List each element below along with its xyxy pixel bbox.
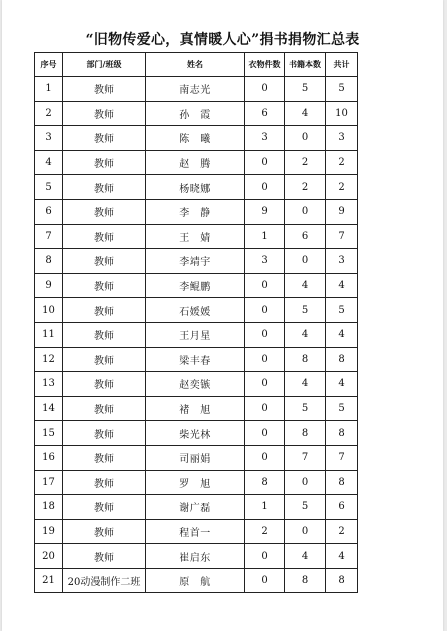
cell-books: 8 bbox=[285, 347, 326, 372]
header-clothes: 衣物件数 bbox=[245, 53, 285, 77]
cell-dept: 教师 bbox=[63, 544, 146, 569]
cell-total: 9 bbox=[326, 199, 358, 224]
cell-books: 8 bbox=[285, 568, 326, 593]
cell-name: 谢广磊 bbox=[146, 495, 245, 520]
cell-dept: 教师 bbox=[63, 273, 146, 298]
cell-clothes: 6 bbox=[245, 101, 285, 126]
cell-total: 5 bbox=[326, 77, 358, 102]
cell-books: 0 bbox=[285, 470, 326, 495]
cell-books: 4 bbox=[285, 101, 326, 126]
cell-total: 7 bbox=[326, 445, 358, 470]
cell-total: 4 bbox=[326, 273, 358, 298]
cell-name: 柴光林 bbox=[146, 421, 245, 446]
table-row bbox=[35, 495, 358, 520]
cell-total: 10 bbox=[326, 101, 358, 126]
cell-dept: 教师 bbox=[63, 372, 146, 397]
cell-name: 南志光 bbox=[146, 77, 245, 102]
cell-clothes: 3 bbox=[245, 126, 285, 151]
cell-index: 4 bbox=[35, 150, 63, 175]
cell-clothes: 9 bbox=[245, 199, 285, 224]
cell-name: 王月星 bbox=[146, 322, 245, 347]
table-row bbox=[35, 396, 358, 421]
cell-total: 4 bbox=[326, 372, 358, 397]
cell-name: 王 婧 bbox=[146, 224, 245, 249]
header-total: 共计 bbox=[326, 53, 358, 77]
table-row bbox=[35, 445, 358, 470]
cell-clothes: 0 bbox=[245, 175, 285, 200]
cell-total: 6 bbox=[326, 495, 358, 520]
table-row bbox=[35, 77, 358, 102]
cell-total: 7 bbox=[326, 224, 358, 249]
cell-name: 杨晓娜 bbox=[146, 175, 245, 200]
cell-total: 5 bbox=[326, 298, 358, 323]
cell-total: 3 bbox=[326, 249, 358, 274]
cell-clothes: 3 bbox=[245, 249, 285, 274]
cell-clothes: 0 bbox=[245, 372, 285, 397]
cell-index: 16 bbox=[35, 445, 63, 470]
table-row bbox=[35, 150, 358, 175]
cell-books: 5 bbox=[285, 298, 326, 323]
table-row bbox=[35, 347, 358, 372]
cell-dept: 教师 bbox=[63, 322, 146, 347]
cell-total: 2 bbox=[326, 175, 358, 200]
cell-index: 8 bbox=[35, 249, 63, 274]
cell-name: 陈 曦 bbox=[146, 126, 245, 151]
cell-index: 7 bbox=[35, 224, 63, 249]
cell-index: 9 bbox=[35, 273, 63, 298]
cell-total: 3 bbox=[326, 126, 358, 151]
cell-books: 6 bbox=[285, 224, 326, 249]
cell-clothes: 8 bbox=[245, 470, 285, 495]
cell-index: 15 bbox=[35, 421, 63, 446]
table-row bbox=[35, 249, 358, 274]
cell-books: 4 bbox=[285, 273, 326, 298]
table-row bbox=[35, 175, 358, 200]
cell-name: 程首一 bbox=[146, 519, 245, 544]
cell-clothes: 0 bbox=[245, 568, 285, 593]
header-books: 书籍本数 bbox=[285, 53, 326, 77]
cell-index: 20 bbox=[35, 544, 63, 569]
header-name: 姓名 bbox=[146, 53, 245, 77]
cell-books: 5 bbox=[285, 396, 326, 421]
cell-index: 14 bbox=[35, 396, 63, 421]
cell-clothes: 0 bbox=[245, 544, 285, 569]
cell-clothes: 0 bbox=[245, 77, 285, 102]
page-bottom-edge bbox=[2, 597, 443, 631]
cell-dept: 教师 bbox=[63, 519, 146, 544]
cell-clothes: 0 bbox=[245, 322, 285, 347]
table-row bbox=[35, 101, 358, 126]
cell-index: 18 bbox=[35, 495, 63, 520]
table-header-row bbox=[35, 53, 358, 77]
cell-dept: 教师 bbox=[63, 347, 146, 372]
donation-summary-table bbox=[34, 52, 358, 593]
cell-books: 5 bbox=[285, 77, 326, 102]
cell-index: 1 bbox=[35, 77, 63, 102]
cell-index: 6 bbox=[35, 199, 63, 224]
cell-books: 4 bbox=[285, 322, 326, 347]
cell-name: 梁丰春 bbox=[146, 347, 245, 372]
cell-dept: 教师 bbox=[63, 199, 146, 224]
header-dept: 部门/班级 bbox=[63, 53, 146, 77]
cell-clothes: 1 bbox=[245, 495, 285, 520]
cell-name: 李靖宇 bbox=[146, 249, 245, 274]
cell-clothes: 0 bbox=[245, 396, 285, 421]
table-row bbox=[35, 568, 358, 593]
cell-clothes: 0 bbox=[245, 273, 285, 298]
cell-dept: 教师 bbox=[63, 77, 146, 102]
table-row bbox=[35, 470, 358, 495]
cell-total: 8 bbox=[326, 421, 358, 446]
cell-clothes: 1 bbox=[245, 224, 285, 249]
cell-name: 石媛媛 bbox=[146, 298, 245, 323]
cell-dept: 教师 bbox=[63, 298, 146, 323]
table-row bbox=[35, 322, 358, 347]
cell-index: 12 bbox=[35, 347, 63, 372]
table-row bbox=[35, 273, 358, 298]
table-row bbox=[35, 421, 358, 446]
cell-books: 0 bbox=[285, 249, 326, 274]
cell-books: 7 bbox=[285, 445, 326, 470]
cell-books: 0 bbox=[285, 199, 326, 224]
cell-index: 17 bbox=[35, 470, 63, 495]
cell-index: 10 bbox=[35, 298, 63, 323]
table-row bbox=[35, 544, 358, 569]
cell-name: 孙 霞 bbox=[146, 101, 245, 126]
table-row bbox=[35, 199, 358, 224]
cell-clothes: 0 bbox=[245, 421, 285, 446]
cell-dept: 教师 bbox=[63, 470, 146, 495]
cell-books: 2 bbox=[285, 150, 326, 175]
cell-total: 8 bbox=[326, 568, 358, 593]
cell-dept: 教师 bbox=[63, 101, 146, 126]
cell-total: 5 bbox=[326, 396, 358, 421]
cell-index: 13 bbox=[35, 372, 63, 397]
cell-books: 4 bbox=[285, 544, 326, 569]
cell-dept: 教师 bbox=[63, 175, 146, 200]
cell-dept: 教师 bbox=[63, 126, 146, 151]
cell-index: 2 bbox=[35, 101, 63, 126]
cell-clothes: 0 bbox=[245, 298, 285, 323]
cell-name: 原 航 bbox=[146, 568, 245, 593]
cell-clothes: 0 bbox=[245, 347, 285, 372]
cell-books: 5 bbox=[285, 495, 326, 520]
cell-index: 3 bbox=[35, 126, 63, 151]
cell-books: 0 bbox=[285, 126, 326, 151]
cell-total: 2 bbox=[326, 519, 358, 544]
table-row bbox=[35, 298, 358, 323]
page-title: “旧物传爱心，真情暖人心”捐书捐物汇总表 bbox=[85, 32, 360, 48]
cell-dept: 教师 bbox=[63, 150, 146, 175]
cell-total: 8 bbox=[326, 470, 358, 495]
cell-books: 2 bbox=[285, 175, 326, 200]
cell-dept: 教师 bbox=[63, 495, 146, 520]
cell-index: 11 bbox=[35, 322, 63, 347]
cell-total: 4 bbox=[326, 322, 358, 347]
cell-name: 赵 腾 bbox=[146, 150, 245, 175]
table-row bbox=[35, 519, 358, 544]
cell-dept: 教师 bbox=[63, 421, 146, 446]
cell-name: 赵奕镞 bbox=[146, 372, 245, 397]
cell-index: 21 bbox=[35, 568, 63, 593]
cell-dept: 教师 bbox=[63, 445, 146, 470]
document-page bbox=[2, 0, 443, 631]
cell-total: 2 bbox=[326, 150, 358, 175]
cell-name: 李 静 bbox=[146, 199, 245, 224]
table-row bbox=[35, 372, 358, 397]
cell-dept: 教师 bbox=[63, 249, 146, 274]
cell-books: 4 bbox=[285, 372, 326, 397]
cell-name: 褚 旭 bbox=[146, 396, 245, 421]
header-index: 序号 bbox=[35, 53, 63, 77]
cell-name: 崔启东 bbox=[146, 544, 245, 569]
cell-books: 8 bbox=[285, 421, 326, 446]
cell-total: 4 bbox=[326, 544, 358, 569]
cell-name: 李鲲鹏 bbox=[146, 273, 245, 298]
cell-dept: 20动漫制作二班 bbox=[63, 568, 146, 593]
cell-total: 8 bbox=[326, 347, 358, 372]
table-body bbox=[35, 77, 358, 593]
cell-clothes: 0 bbox=[245, 445, 285, 470]
cell-clothes: 0 bbox=[245, 150, 285, 175]
table-row bbox=[35, 126, 358, 151]
cell-index: 19 bbox=[35, 519, 63, 544]
cell-name: 司丽娟 bbox=[146, 445, 245, 470]
cell-index: 5 bbox=[35, 175, 63, 200]
cell-dept: 教师 bbox=[63, 396, 146, 421]
cell-dept: 教师 bbox=[63, 224, 146, 249]
cell-clothes: 2 bbox=[245, 519, 285, 544]
table-row bbox=[35, 224, 358, 249]
cell-name: 罗 旭 bbox=[146, 470, 245, 495]
cell-books: 0 bbox=[285, 519, 326, 544]
